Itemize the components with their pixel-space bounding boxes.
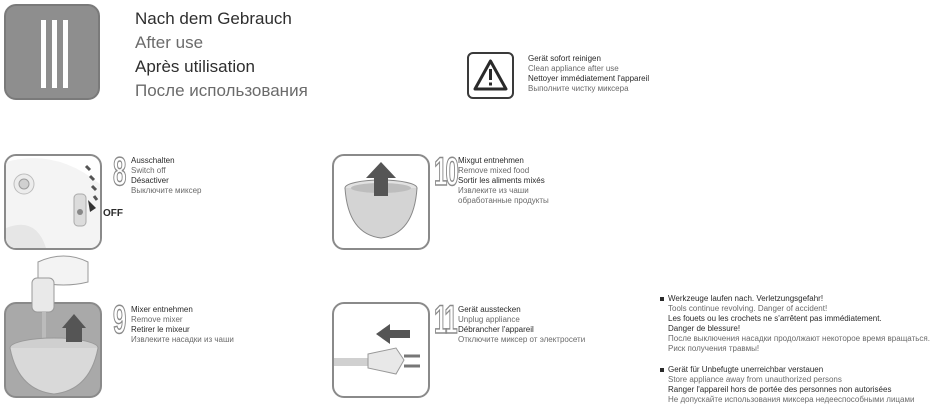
page-title-de: Nach dem Gebrauch: [135, 9, 292, 28]
step-line: Извлеките из чаши: [458, 186, 529, 195]
step-10-text: [458, 156, 549, 206]
page-title-fr: Après utilisation: [135, 57, 256, 76]
step-line: Remove mixed food: [458, 166, 530, 175]
step-line: Извлеките насадки из чаши: [131, 335, 234, 344]
note-line: Les fouets ou les crochets ne s'arrêtent pas immédiatement.: [668, 314, 882, 323]
step-line: Mixgut entnehmen: [458, 156, 524, 165]
step-9-text: [131, 305, 234, 345]
step-11-text: [458, 305, 585, 345]
note-line: После выключения насадки продолжают некоторое время вращаться.: [668, 334, 930, 343]
step-line: Remove mixer: [131, 315, 183, 324]
step-line: обработанные продукты: [458, 196, 549, 205]
chapter-tab-stripe: [41, 20, 46, 88]
mixer-switch-illustration: [6, 156, 100, 248]
page-title-ru: После использования: [135, 81, 308, 100]
step-line: Выключите миксер: [131, 186, 202, 195]
note-line: Ranger l'appareil hors de portée des personnes non autorisées: [668, 385, 892, 394]
step-10-number: 10: [434, 150, 458, 194]
note-line: Риск получения травмы!: [668, 344, 760, 353]
step-line: Mixer entnehmen: [131, 305, 193, 314]
step-line: Unplug appliance: [458, 315, 520, 324]
warning-triangle-icon: [469, 54, 512, 97]
note-line: Werkzeuge laufen nach. Verletzungsgefahr!: [668, 294, 824, 303]
warning-line: Clean appliance after use: [528, 64, 619, 73]
step-8-off-label: OFF: [103, 208, 123, 219]
mixer-lift-illustration: [4, 252, 124, 410]
warning-box: [467, 52, 514, 99]
bullet-icon: [660, 297, 664, 301]
warning-line: Nettoyer immédiatement l'appareil: [528, 74, 650, 83]
bullet-icon: [660, 368, 664, 372]
step-11-image: [332, 302, 430, 398]
safety-note-1: [668, 294, 930, 354]
step-11-number: 11: [434, 298, 456, 342]
warning-text: [528, 54, 649, 94]
bowl-lift-illustration: [334, 156, 428, 248]
step-9-image: [4, 252, 124, 410]
note-line: Danger de blessure!: [668, 324, 741, 333]
step-8-number: 8: [113, 150, 125, 194]
chapter-tab-stripe: [52, 20, 57, 88]
step-8-text: [131, 156, 202, 196]
step-9-number: 9: [113, 298, 125, 342]
safety-note-2: [668, 365, 914, 405]
step-line: Désactiver: [131, 176, 169, 185]
chapter-tab: [4, 4, 100, 100]
note-line: Не допускайте использования миксера недееспособными лицами: [668, 395, 915, 404]
note-line: Store appliance away from unauthorized persons: [668, 375, 842, 384]
note-line: Tools continue revolving. Danger of accident!: [668, 304, 828, 313]
step-line: Ausschalten: [131, 156, 175, 165]
step-10-image: [332, 154, 430, 250]
step-8-image: [4, 154, 102, 250]
step-line: Gerät ausstecken: [458, 305, 521, 314]
step-line: Retirer le mixeur: [131, 325, 190, 334]
warning-line: Gerät sofort reinigen: [528, 54, 601, 63]
step-line: Sortir les aliments mixés: [458, 176, 545, 185]
step-line: Switch off: [131, 166, 166, 175]
chapter-tab-stripe: [63, 20, 68, 88]
note-line: Gerät für Unbefugte unerreichbar verstauen: [668, 365, 824, 374]
warning-line: Выполните чистку миксера: [528, 84, 629, 93]
step-line: Отключите миксер от электросети: [458, 335, 586, 344]
page-title-en: After use: [135, 33, 204, 52]
step-line: Débrancher l'appareil: [458, 325, 534, 334]
unplug-illustration: [334, 304, 428, 396]
